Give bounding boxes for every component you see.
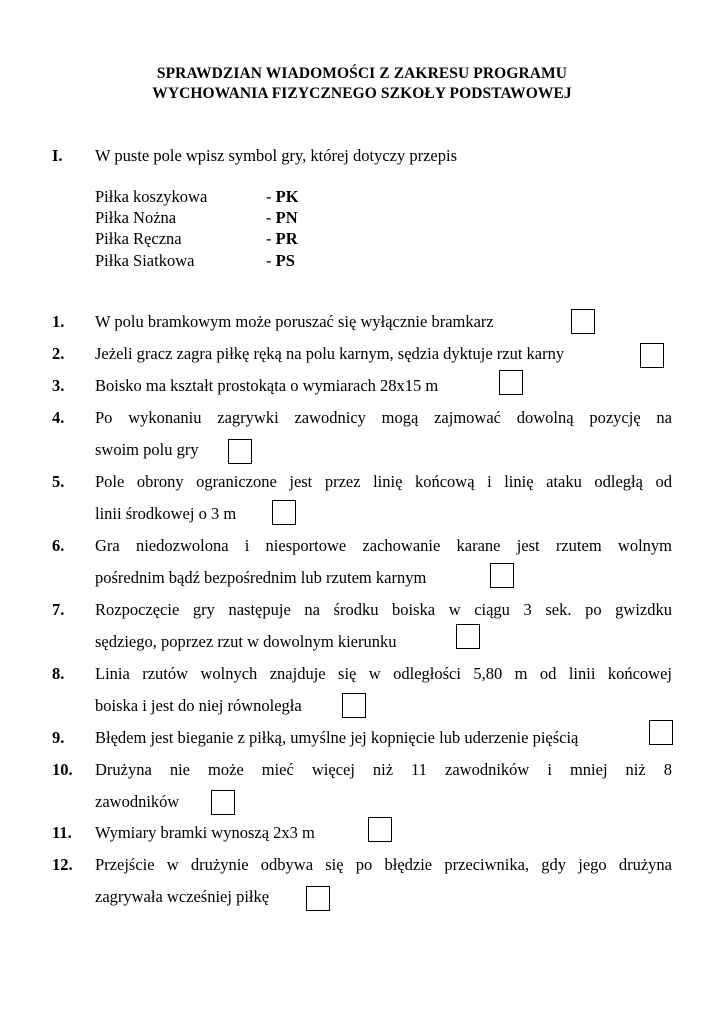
question-text: W polu bramkowym może poruszać się wyłącznie bramkarz: [95, 312, 494, 331]
legend-code: - PR: [266, 229, 298, 248]
question-number: 9.: [52, 728, 65, 747]
question-number: 11.: [52, 823, 72, 842]
answer-box[interactable]: [272, 500, 296, 525]
question-text: sędziego, poprzez rzut w dowolnym kierunku: [95, 632, 397, 651]
question-number: 5.: [52, 472, 65, 491]
question-number: 12.: [52, 855, 73, 874]
question-number: 10.: [52, 760, 73, 779]
answer-box[interactable]: [306, 886, 330, 911]
answer-box[interactable]: [368, 817, 392, 842]
question-text: Po wykonaniu zagrywki zawodnicy mogą zajmować dowolną pozycję na: [95, 408, 672, 427]
answer-box[interactable]: [490, 563, 514, 588]
answer-box[interactable]: [211, 790, 235, 815]
question-text: Linia rzutów wolnych znajduje się w odległości 5,80 m od linii końcowej: [95, 664, 672, 683]
question-text: Przejście w drużynie odbywa się po błędzie przeciwnika, gdy jego drużyna: [95, 855, 672, 874]
answer-box[interactable]: [649, 720, 673, 745]
question-text: Błędem jest bieganie z piłką, umyślne jej kopnięcie lub uderzenie pięścią: [95, 728, 579, 747]
question-text: Wymiary bramki wynoszą 2x3 m: [95, 823, 315, 842]
question-text: Gra niedozwolona i niesportowe zachowanie karane jest rzutem wolnym: [95, 536, 672, 555]
answer-box[interactable]: [456, 624, 480, 649]
answer-box[interactable]: [640, 343, 664, 368]
answer-box[interactable]: [228, 439, 252, 464]
question-number: 6.: [52, 536, 65, 555]
legend-code: - PS: [266, 251, 295, 270]
legend-name: Piłka Nożna: [95, 208, 177, 227]
legend-name: Piłka Siatkowa: [95, 251, 195, 270]
legend-code: - PN: [266, 208, 298, 227]
question-text: pośrednim bądź bezpośrednim lub rzutem karnym: [95, 568, 427, 587]
section-instruction: W puste pole wpisz symbol gry, której dotyczy przepis: [95, 146, 458, 165]
section-number: I.: [52, 146, 63, 165]
question-text: swoim polu gry: [95, 440, 199, 459]
question-number: 4.: [52, 408, 65, 427]
page-title-line-1: SPRAWDZIAN WIADOMOŚCI Z ZAKRESU PROGRAMU: [156, 65, 568, 82]
page-title-line-2: WYCHOWANIA FIZYCZNEGO SZKOŁY PODSTAWOWEJ: [152, 85, 572, 102]
question-text: linii środkowej o 3 m: [95, 504, 237, 523]
question-text: Boisko ma kształt prostokąta o wymiarach 28x15 m: [95, 376, 439, 395]
question-number: 7.: [52, 600, 65, 619]
question-number: 3.: [52, 376, 65, 395]
answer-box[interactable]: [499, 370, 523, 395]
question-number: 1.: [52, 312, 65, 331]
legend-code: - PK: [266, 187, 299, 206]
answer-box[interactable]: [571, 309, 595, 334]
question-text: Jeżeli gracz zagra piłkę ręką na polu karnym, sędzia dyktuje rzut karny: [95, 344, 565, 363]
legend-name: Piłka koszykowa: [95, 187, 208, 206]
question-text: zawodników: [95, 792, 180, 811]
question-text: Drużyna nie może mieć więcej niż 11 zawodników i mniej niż 8: [95, 760, 672, 779]
question-text: Pole obrony ograniczone jest przez linię końcową i linię ataku odległą od: [95, 472, 672, 491]
legend-name: Piłka Ręczna: [95, 229, 182, 248]
question-text: zagrywała wcześniej piłkę: [95, 887, 270, 906]
question-text: Rozpoczęcie gry następuje na środku boiska w ciągu 3 sek. po gwizdku: [95, 600, 672, 619]
answer-box[interactable]: [342, 693, 366, 718]
question-number: 8.: [52, 664, 65, 683]
question-text: boiska i jest do niej równoległa: [95, 696, 302, 715]
question-number: 2.: [52, 344, 65, 363]
